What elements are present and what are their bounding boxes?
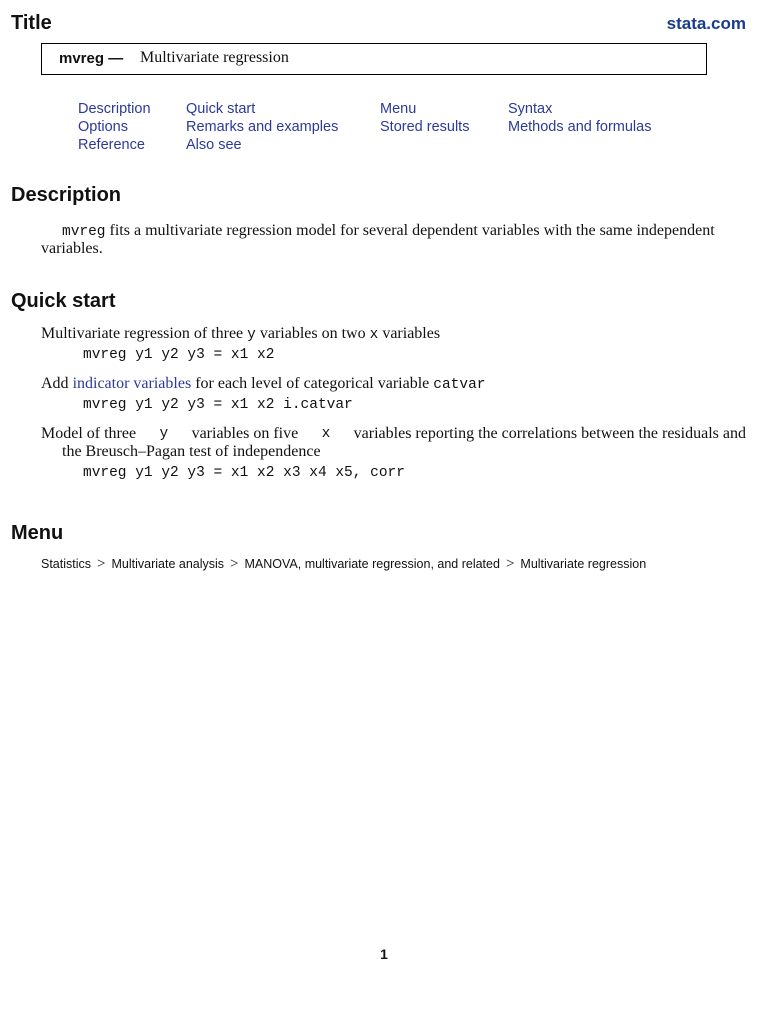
nav-link-reference[interactable]: Reference xyxy=(78,137,145,153)
nav-link-methods-and-formulas[interactable]: Methods and formulas xyxy=(508,119,652,135)
nav-link-options[interactable]: Options xyxy=(78,119,128,135)
description-line-2: variables. xyxy=(41,240,103,257)
quick-start-heading: Quick start xyxy=(11,290,116,312)
title-description: Multivariate regression xyxy=(140,49,289,66)
nav-link-description[interactable]: Description xyxy=(78,101,151,117)
title-box xyxy=(41,43,707,75)
menu-path-item: MANOVA, multivariate regression, and related xyxy=(244,557,500,571)
chevron-right-icon: > xyxy=(230,556,239,572)
chevron-right-icon: > xyxy=(97,556,106,572)
nav-link-syntax[interactable]: Syntax xyxy=(508,101,553,117)
site-link[interactable]: stata.com xyxy=(666,14,746,33)
quick-start-item-2: Add indicator variables for each level of categorical variable catvar xyxy=(41,375,486,393)
quick-start-item-3-line-2: the Breusch–Pagan test of independence xyxy=(62,443,321,460)
description-heading: Description xyxy=(11,184,122,206)
title-command: mvreg — xyxy=(59,50,124,67)
nav-link-also-see[interactable]: Also see xyxy=(186,137,242,153)
description-line-1: mvreg fits a multivariate regression model for several dependent variables with the same independent xyxy=(62,222,715,240)
menu-heading: Menu xyxy=(11,522,64,544)
quick-start-code-1: mvreg y1 y2 y3 = x1 x2 xyxy=(83,347,275,363)
description-command: mvreg xyxy=(62,224,106,240)
nav-link-stored-results[interactable]: Stored results xyxy=(380,119,470,135)
menu-path-item: Statistics xyxy=(41,557,92,571)
quick-start-item-3: Model of three y variables on five x variables reporting the correlations between the residuals and xyxy=(41,425,746,442)
page-title: Title xyxy=(11,12,52,34)
menu-path xyxy=(41,556,646,573)
nav-link-menu[interactable]: Menu xyxy=(380,101,417,117)
nav-link-remarks-and-examples[interactable]: Remarks and examples xyxy=(186,119,339,135)
page-number: 1 xyxy=(380,946,388,962)
quick-start-code-2: mvreg y1 y2 y3 = x1 x2 i.catvar xyxy=(83,397,353,413)
indicator-variables-link[interactable]: indicator variables xyxy=(72,375,192,392)
chevron-right-icon: > xyxy=(505,556,515,572)
menu-path-item: Multivariate analysis xyxy=(111,557,225,571)
quick-start-code-3: mvreg y1 y2 y3 = x1 x2 x3 x4 x5, corr xyxy=(83,465,405,481)
nav-link-quick-start[interactable]: Quick start xyxy=(186,101,256,117)
quick-start-item-1: Multivariate regression of three y variables on two x variables xyxy=(41,325,441,343)
menu-path-item: Multivariate regression xyxy=(520,557,647,571)
